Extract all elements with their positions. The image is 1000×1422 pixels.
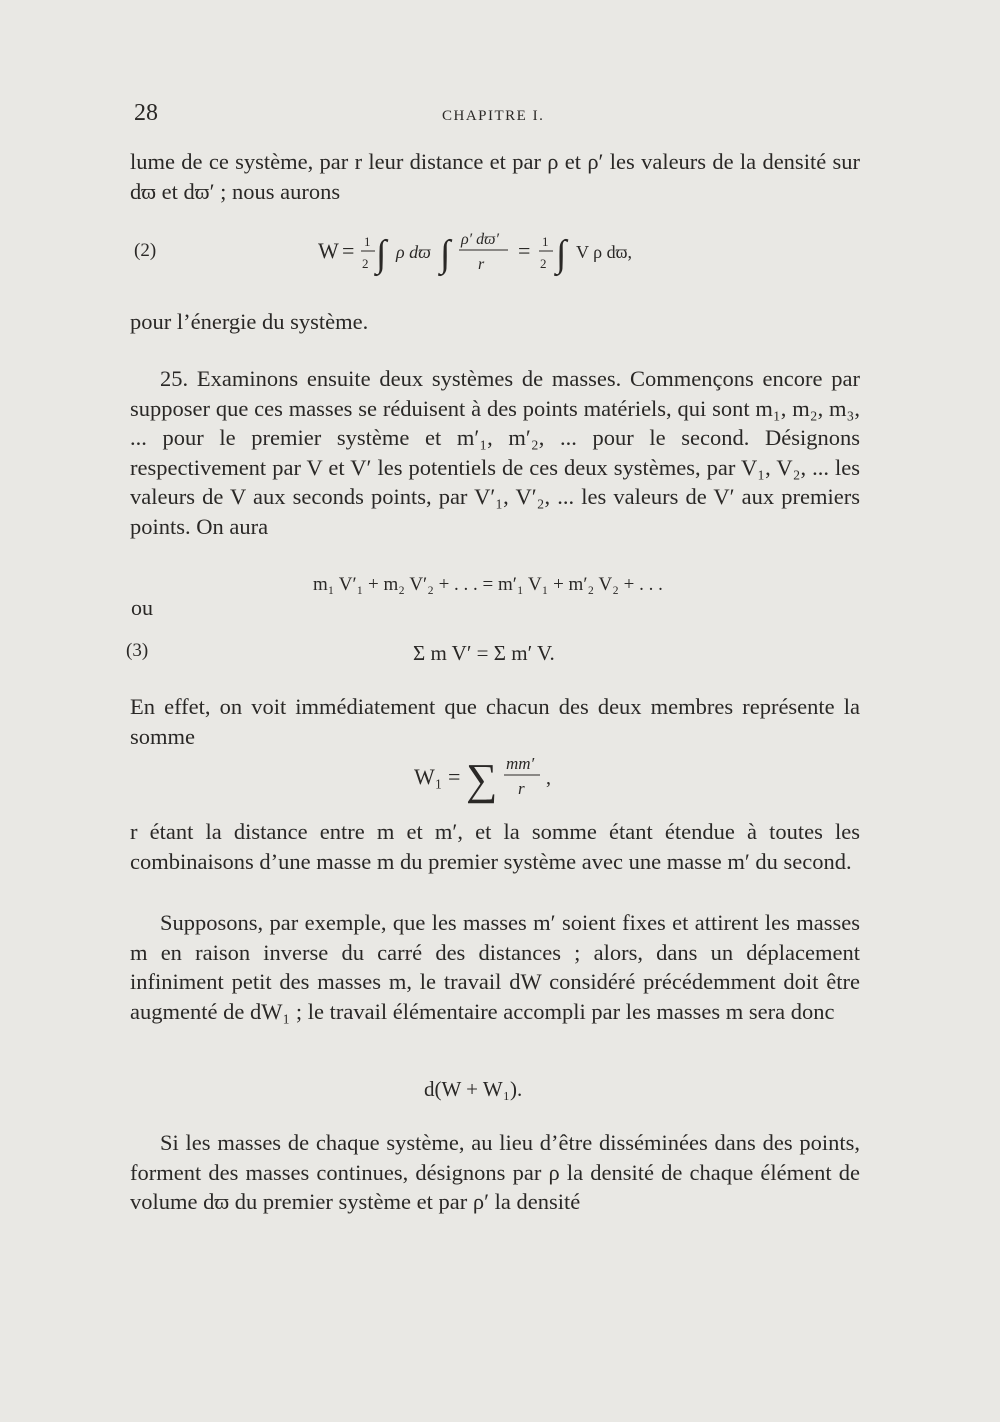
section-25-paragraph: 25. Examinons ensuite deux systèmes de masses. Commençons encore par supposer que ces masses se réduisent à des points matériels, qui sont m₁, m₂, m₃, ... pour le premier système et m′₁, m′₂, ... pour le second. Désignons respectivement par V et V′ les potentiels de ces deux systèmes, par V₁, V₂, ... les valeurs de V aux seconds points, par V′₁, V′₂, ... les valeurs de V′ aux premiers points. On aura <box>130 366 860 539</box>
equation-3: Σ m V′ = Σ m′ V. <box>413 641 555 665</box>
eq-w1-den: r <box>518 779 525 798</box>
eq2-half-num-2: 1 <box>542 234 549 249</box>
eq-w1-lhs: W₁ <box>414 764 443 789</box>
eq2-lhs: W <box>318 238 339 263</box>
paragraph-7: Si les masses de chaque système, au lieu d’être disséminées dans des points, forment des masses continues, désignons par ρ la densité de chaque élément de volume dϖ du premier système et par ρ′ la densité <box>130 1130 860 1214</box>
eq2-inner-den: r <box>478 256 485 273</box>
eq2-integral-1: ∫ <box>376 233 387 275</box>
eq2-inner-num: ρ′ dϖ′ <box>461 231 499 248</box>
equation-w1 <box>414 748 564 808</box>
equation-d: d(W + W₁). <box>424 1077 523 1101</box>
eq2-equals-1: = <box>342 238 355 263</box>
equation-2-formula <box>318 214 678 284</box>
eq2-half-den-1: 2 <box>362 256 369 271</box>
paragraph-5: r étant la distance entre m et m′, et la somme étant étendue à toutes les combinaisons d’une masse m du premier système avec une masse m′ du second. <box>130 819 860 874</box>
equation-3-number: (3) <box>126 640 149 661</box>
page-number: 28 <box>134 100 158 126</box>
eq2-integrand-2: V ρ dϖ, <box>576 242 633 262</box>
paragraph-2: pour l’énergie du système. <box>130 309 369 334</box>
eq2-equals-2: = <box>518 238 531 263</box>
eq-w1-comma: , <box>546 767 551 789</box>
eq2-half-num-1: 1 <box>364 234 371 249</box>
eq-w1-equals: = <box>448 764 461 789</box>
paragraph-4: En effet, on voit immédiatement que chacun des deux membres représente la somme <box>130 694 860 749</box>
paragraph-6: Supposons, par exemple, que les masses m′ soient fixes et attirent les masses m en raison inverse du carré des distances ; alors, dans un déplacement infiniment petit des masses m, le travail dW considéré précédemment doit être augmenté de dW₁ ; le travail élémentaire accompli par les masses m sera donc <box>130 910 860 1024</box>
running-head: CHAPITRE I. <box>442 108 545 124</box>
eq-w1-sigma: ∑ <box>466 755 498 804</box>
eq2-half-den-2: 2 <box>540 256 547 271</box>
equation-2-number: (2) <box>134 240 157 261</box>
word-ou: ou <box>131 595 153 620</box>
equation-sum: m₁ V′₁ + m₂ V′₂ + . . . = m′₁ V₁ + m′₂ V₂ + . . . <box>313 574 663 595</box>
eq2-integral-2: ∫ <box>440 233 451 275</box>
eq2-integral-3: ∫ <box>556 233 567 275</box>
page-header <box>130 100 860 134</box>
paragraph-1: lume de ce système, par r leur distance et par ρ et ρ′ les valeurs de la densité sur dϖ et dϖ′ ; nous aurons <box>130 149 860 204</box>
eq-w1-num: mm′ <box>506 754 535 773</box>
eq2-integrand-1: ρ dϖ <box>396 242 431 262</box>
